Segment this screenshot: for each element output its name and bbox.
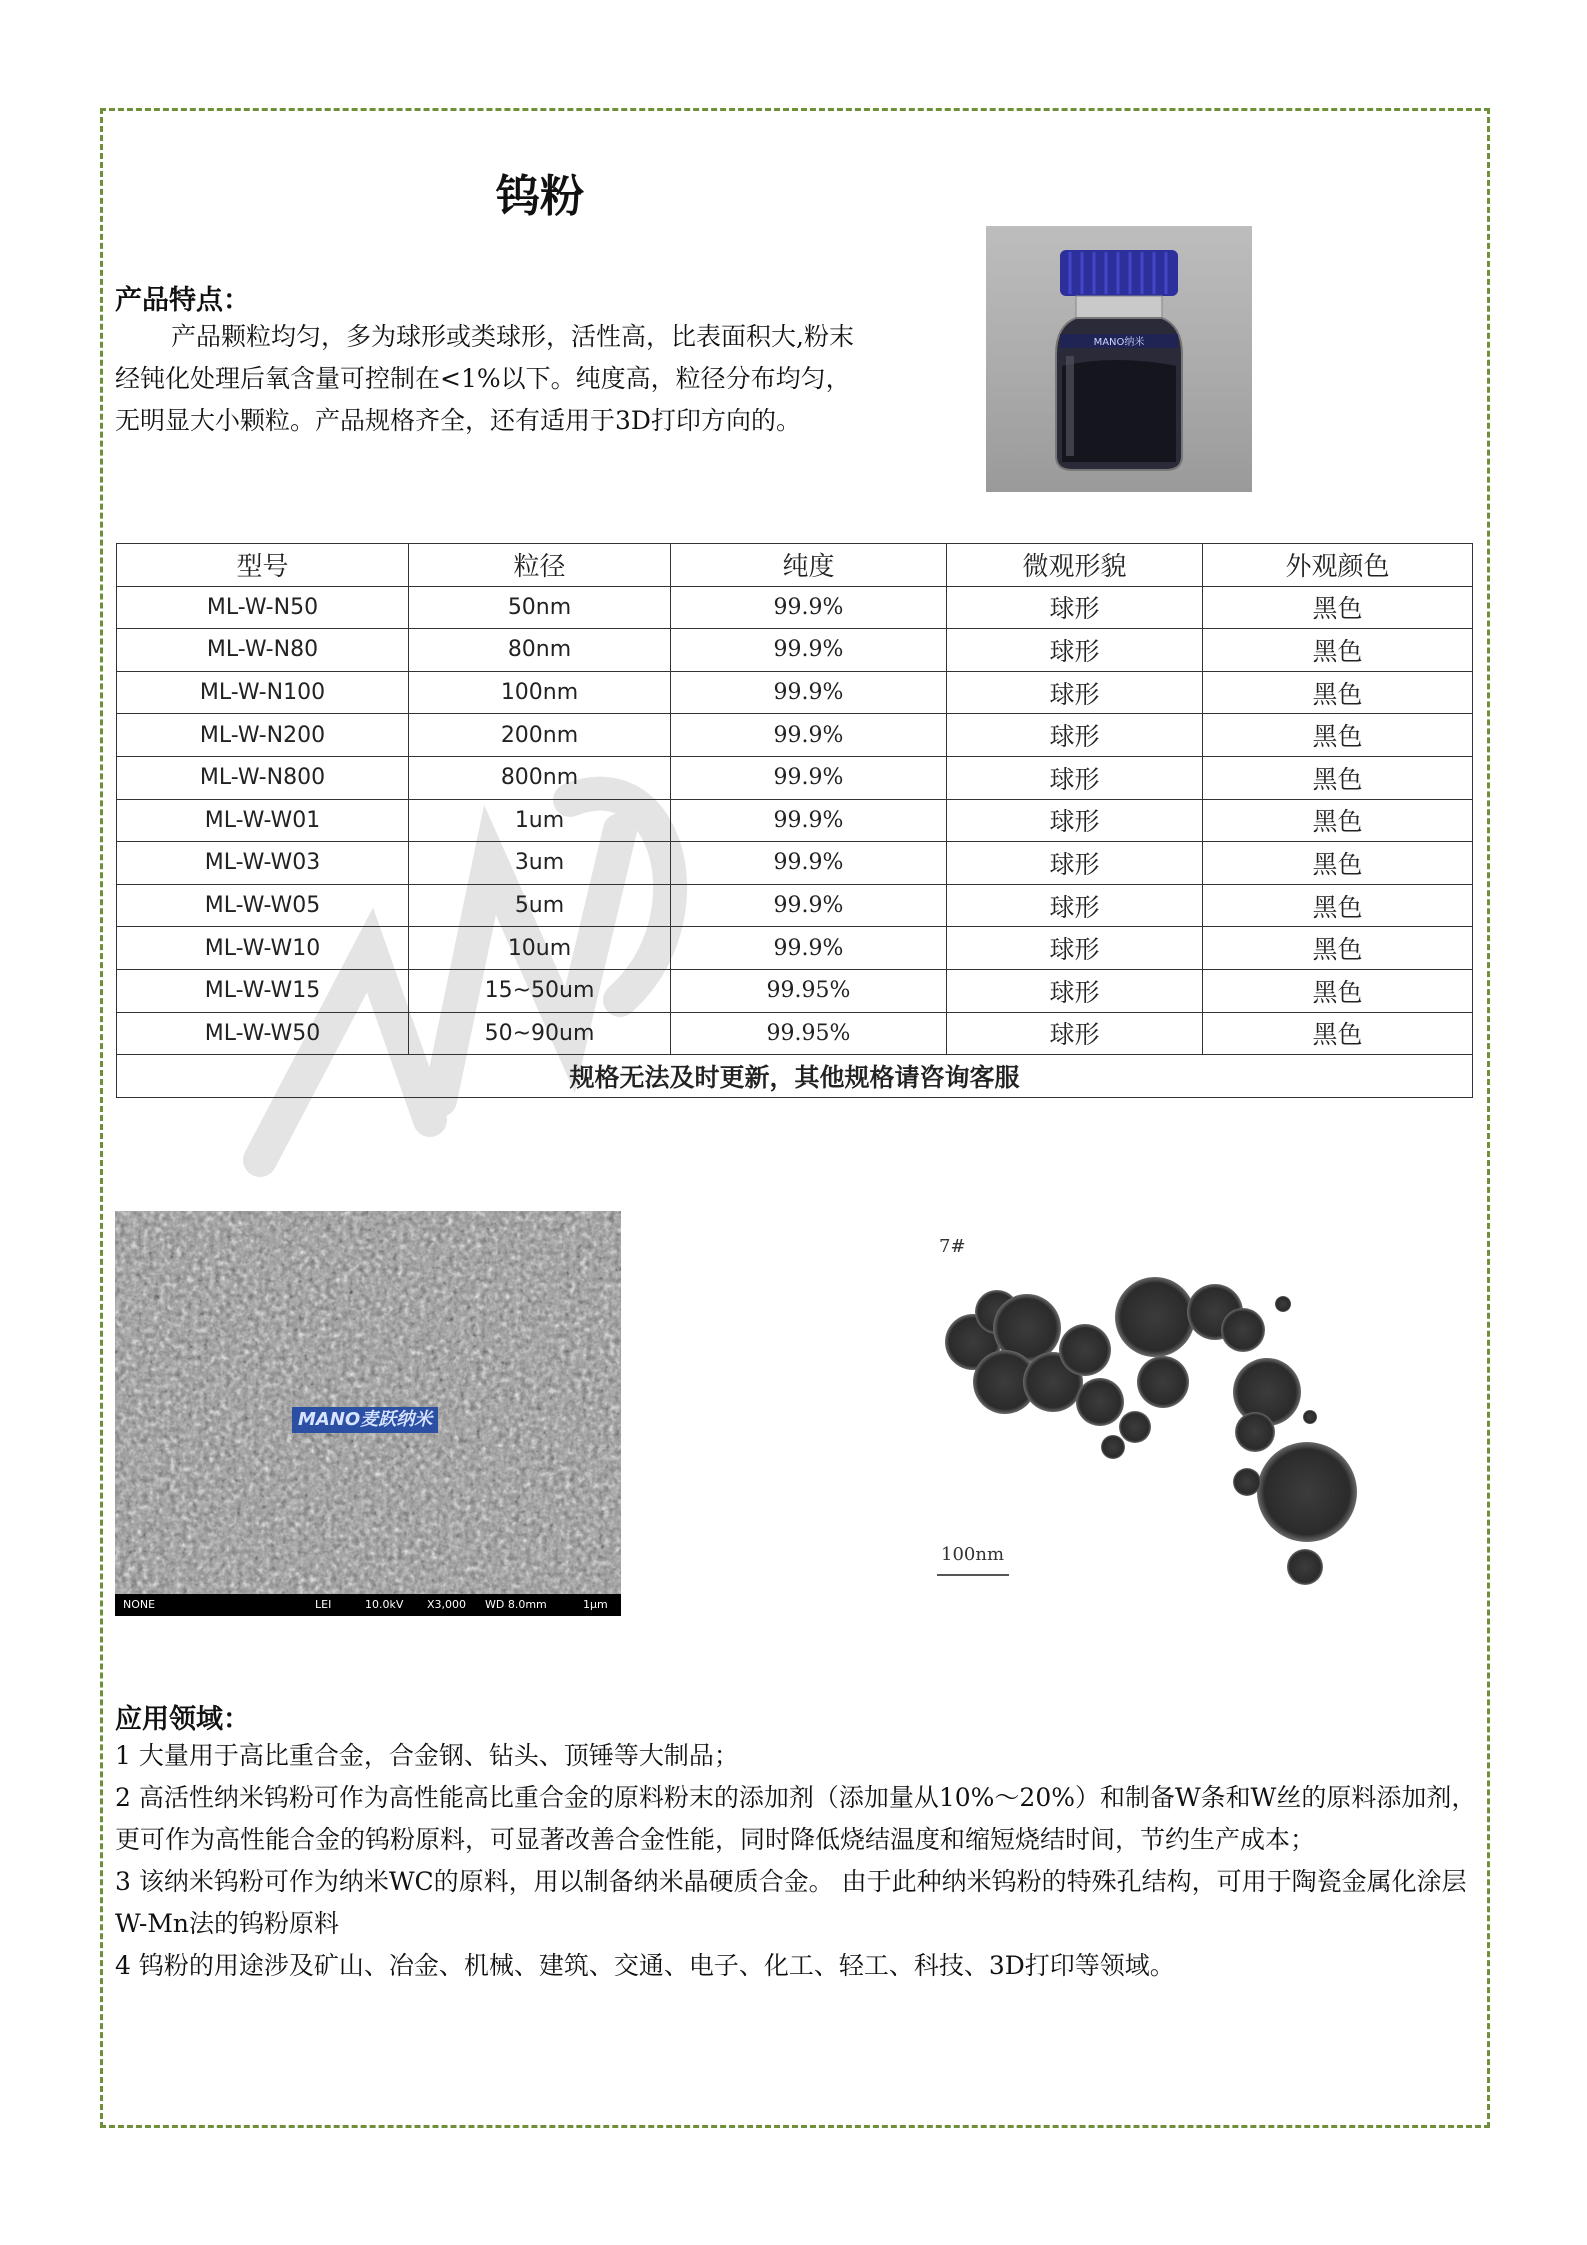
applications-list (115, 1735, 1485, 1987)
table-row (117, 842, 1473, 885)
table-row (117, 1012, 1473, 1055)
tem-micrograph (925, 1232, 1365, 1592)
cell-morphology: 球形 (947, 842, 1203, 885)
cell-model: ML-W-N200 (117, 714, 409, 757)
cell-color: 黑色 (1203, 586, 1473, 629)
cell-model: ML-W-W50 (117, 1012, 409, 1055)
sem-bar-wd: WD 8.0mm (485, 1598, 547, 1611)
cell-model: ML-W-W15 (117, 969, 409, 1012)
table-row (117, 927, 1473, 970)
cell-purity: 99.9% (671, 842, 947, 885)
cell-color: 黑色 (1203, 756, 1473, 799)
table-header-row (117, 544, 1473, 587)
cell-model: ML-W-N50 (117, 586, 409, 629)
cell-morphology: 球形 (947, 714, 1203, 757)
header-purity: 纯度 (671, 544, 947, 587)
table-note: 规格无法及时更新，其他规格请咨询客服 (117, 1055, 1473, 1098)
cell-color: 黑色 (1203, 799, 1473, 842)
cell-purity: 99.95% (671, 969, 947, 1012)
header-morphology: 微观形貌 (947, 544, 1203, 587)
header-model: 型号 (117, 544, 409, 587)
cell-purity: 99.95% (671, 1012, 947, 1055)
sem-bar-voltage: 10.0kV (365, 1598, 404, 1611)
cell-size: 15~50um (409, 969, 671, 1012)
sem-micrograph (115, 1211, 621, 1616)
cell-color: 黑色 (1203, 629, 1473, 672)
table-row (117, 586, 1473, 629)
table-row (117, 969, 1473, 1012)
table-row (117, 714, 1473, 757)
cell-morphology: 球形 (947, 884, 1203, 927)
cell-color: 黑色 (1203, 842, 1473, 885)
tem-particles (925, 1232, 1365, 1592)
cell-purity: 99.9% (671, 629, 947, 672)
header-size: 粒径 (409, 544, 671, 587)
cell-morphology: 球形 (947, 586, 1203, 629)
cell-size: 50~90um (409, 1012, 671, 1055)
bottle-label: MANO纳米 (1093, 337, 1145, 348)
cell-color: 黑色 (1203, 714, 1473, 757)
cell-size: 100nm (409, 671, 671, 714)
spec-table (116, 543, 1473, 1098)
cell-purity: 99.9% (671, 586, 947, 629)
application-item-4: 4 钨粉的用途涉及矿山、冶金、机械、建筑、交通、电子、化工、轻工、科技、3D打印等领域。 (115, 1951, 1175, 1980)
sem-bar-detector: LEI (315, 1598, 332, 1611)
tem-sample-label: 7# (939, 1236, 966, 1257)
cell-morphology: 球形 (947, 799, 1203, 842)
sem-bar-scale: 1μm (583, 1598, 608, 1611)
cell-size: 50nm (409, 586, 671, 629)
application-item-3: 3 该纳米钨粉可作为纳米WC的原料，用以制备纳米晶硬质合金。 由于此种纳米钨粉的特殊孔结构，可用于陶瓷金属化涂层W-Mn法的钨粉原料 (115, 1867, 1467, 1938)
cell-color: 黑色 (1203, 927, 1473, 970)
sem-texture (115, 1211, 621, 1594)
cell-morphology: 球形 (947, 969, 1203, 1012)
cell-purity: 99.9% (671, 884, 947, 927)
cell-size: 800nm (409, 756, 671, 799)
header-color: 外观颜色 (1203, 544, 1473, 587)
cell-morphology: 球形 (947, 927, 1203, 970)
application-item-1: 1 大量用于高比重合金，合金钢、钻头、顶锤等大制品； (115, 1741, 739, 1770)
cell-morphology: 球形 (947, 756, 1203, 799)
cell-purity: 99.9% (671, 927, 947, 970)
cell-size: 3um (409, 842, 671, 885)
cell-purity: 99.9% (671, 671, 947, 714)
features-text (115, 316, 855, 442)
features-body: 产品颗粒均匀，多为球形或类球形，活性高，比表面积大,粉末经钝化处理后氧含量可控制在<1%以下。纯度高，粒径分布均匀，无明显大小颗粒。产品规格齐全，还有适用于3D打印方向的。 (115, 322, 854, 435)
cell-model: ML-W-N800 (117, 756, 409, 799)
page-title: 钨粉 (496, 171, 584, 222)
table-row (117, 671, 1473, 714)
cell-model: ML-W-W05 (117, 884, 409, 927)
table-row (117, 629, 1473, 672)
features-heading: 产品特点： (115, 285, 250, 316)
cell-model: ML-W-N100 (117, 671, 409, 714)
cell-color: 黑色 (1203, 884, 1473, 927)
cell-morphology: 球形 (947, 629, 1203, 672)
table-note-row (117, 1055, 1473, 1098)
sem-info-bar (115, 1594, 621, 1616)
cell-size: 80nm (409, 629, 671, 672)
table-row (117, 756, 1473, 799)
sem-bar-magnification: X3,000 (427, 1598, 467, 1611)
sem-bar-mode: NONE (123, 1598, 156, 1611)
cell-model: ML-W-W03 (117, 842, 409, 885)
cell-color: 黑色 (1203, 1012, 1473, 1055)
cell-model: ML-W-W10 (117, 927, 409, 970)
cell-size: 10um (409, 927, 671, 970)
cell-color: 黑色 (1203, 671, 1473, 714)
bottle-illustration (986, 226, 1252, 492)
table-row (117, 884, 1473, 927)
cell-size: 5um (409, 884, 671, 927)
cell-size: 200nm (409, 714, 671, 757)
cell-model: ML-W-N80 (117, 629, 409, 672)
cell-morphology: 球形 (947, 1012, 1203, 1055)
tem-scale-label: 100nm (941, 1544, 1005, 1565)
product-bottle-photo (986, 226, 1252, 492)
cell-size: 1um (409, 799, 671, 842)
cell-purity: 99.9% (671, 756, 947, 799)
cell-color: 黑色 (1203, 969, 1473, 1012)
application-item-2: 2 高活性纳米钨粉可作为高性能高比重合金的原料粉末的添加剂（添加量从10%～20%）和制备W条和W丝的原料添加剂，更可作为高性能合金的钨粉原料，可显著改善合金性能，同时降低烧结温度和缩短烧结时间，节约生产成本； (115, 1783, 1477, 1854)
cell-purity: 99.9% (671, 714, 947, 757)
applications-heading: 应用领域： (115, 1704, 250, 1735)
cell-model: ML-W-W01 (117, 799, 409, 842)
cell-morphology: 球形 (947, 671, 1203, 714)
sem-logo: MANO麦跃纳米 (292, 1407, 438, 1433)
cell-purity: 99.9% (671, 799, 947, 842)
table-row (117, 799, 1473, 842)
tem-scale-bar (937, 1574, 1009, 1576)
